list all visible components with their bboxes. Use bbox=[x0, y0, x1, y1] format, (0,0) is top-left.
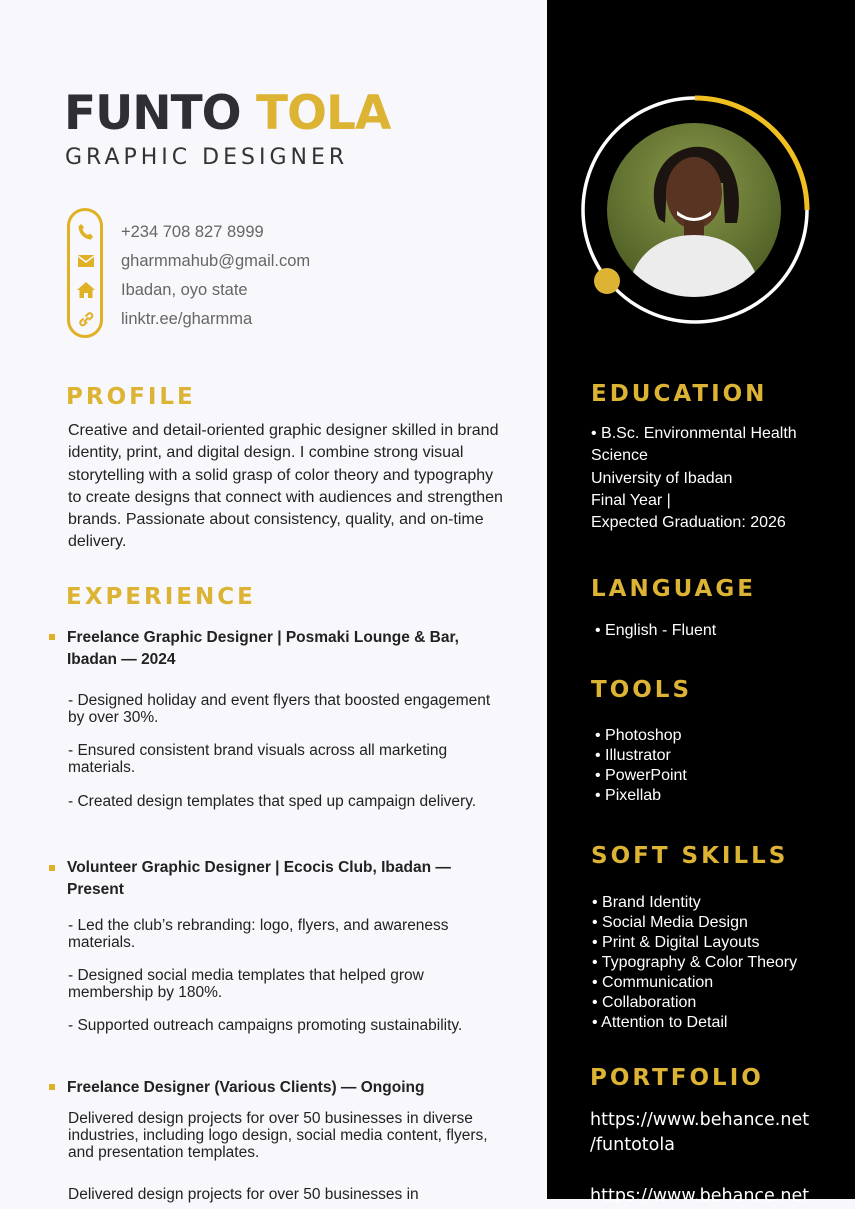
skill-item: • Brand Identity bbox=[592, 894, 701, 911]
language-heading: LANGUAGE bbox=[591, 576, 756, 602]
job-title-1: Freelance Graphic Designer | Posmaki Lounge & Bar, Ibadan — 2024 bbox=[67, 629, 459, 668]
education-year: Final Year | bbox=[591, 491, 671, 509]
portfolio-link-line2[interactable]: /funtotola bbox=[590, 1135, 675, 1155]
job-bullet bbox=[49, 1084, 55, 1090]
job-item: Delivered design projects for over 50 businesses in bbox=[68, 1186, 419, 1203]
mail-icon bbox=[76, 252, 96, 270]
skill-item: • Attention to Detail bbox=[592, 1014, 728, 1031]
job-title-2: Volunteer Graphic Designer | Ecocis Club, Ibadan — Present bbox=[67, 859, 451, 898]
portfolio-heading: PORTFOLIO bbox=[590, 1065, 764, 1091]
soft-skills-heading: SOFT SKILLS bbox=[591, 843, 789, 869]
job-item: - Supported outreach campaigns promoting sustainability. bbox=[68, 1017, 463, 1034]
job-item: - Ensured consistent brand visuals across all marketing materials. bbox=[68, 742, 448, 776]
home-icon bbox=[76, 281, 96, 299]
phone-text: +234 708 827 8999 bbox=[121, 223, 264, 241]
link-icon bbox=[76, 310, 96, 328]
email-text: gharmmahub@gmail.com bbox=[121, 252, 311, 270]
tool-item: • Illustrator bbox=[595, 747, 671, 764]
portfolio-link-partial[interactable]: https://www.behance.net bbox=[590, 1186, 810, 1206]
soft-skills-list bbox=[592, 893, 842, 1033]
skill-item: • Collaboration bbox=[592, 994, 697, 1011]
profile-heading: PROFILE bbox=[66, 384, 196, 410]
job-item: Delivered design projects for over 50 businesses in diverse industries, including logo design, social media content, flyers, and presentation templates. bbox=[68, 1110, 488, 1161]
profile-text: Creative and detail-oriented graphic designer skilled in brand identity, print, and digital design. I combine strong visual storytelling with a solid grasp of color theory and typography to create designs that connect with audiences and strengthen brands. Passionate about consistency, quality, and on-time delivery. bbox=[68, 422, 503, 551]
job-item: - Designed holiday and event flyers that boosted engagement by over 30%. bbox=[68, 692, 491, 726]
profile-photo bbox=[607, 123, 781, 297]
job-title: GRAPHIC DESIGNER bbox=[65, 145, 349, 170]
education-degree: • B.Sc. Environmental Health Science bbox=[591, 425, 797, 465]
education-heading: EDUCATION bbox=[591, 381, 768, 407]
skill-item: • Typography & Color Theory bbox=[592, 954, 798, 971]
tool-item: • Pixellab bbox=[595, 787, 662, 804]
tool-item: • Photoshop bbox=[595, 727, 682, 744]
education-graduation: Expected Graduation: 2026 bbox=[591, 514, 786, 532]
job-title-3: Freelance Designer (Various Clients) — Ongoing bbox=[67, 1079, 425, 1096]
tool-item: • PowerPoint bbox=[595, 767, 687, 784]
education-school: University of Ibadan bbox=[591, 469, 733, 487]
job-item: - Led the club’s rebranding: logo, flyers, and awareness materials. bbox=[68, 917, 449, 951]
portfolio-link[interactable] bbox=[590, 1108, 850, 1158]
tools-heading: TOOLS bbox=[591, 677, 693, 703]
skill-item: • Print & Digital Layouts bbox=[592, 934, 760, 951]
job-item: - Created design templates that sped up campaign delivery. bbox=[68, 793, 477, 810]
language-item: • English - Fluent bbox=[595, 622, 717, 639]
job-item: - Designed social media templates that helped grow membership by 180%. bbox=[68, 967, 424, 1001]
location-text: Ibadan, oyo state bbox=[121, 281, 248, 299]
first-name: FUNTO bbox=[64, 86, 241, 141]
skill-item: • Communication bbox=[592, 974, 714, 991]
job-bullet bbox=[49, 865, 55, 871]
phone-icon bbox=[76, 223, 96, 241]
education-block bbox=[591, 423, 841, 534]
skill-item: • Social Media Design bbox=[592, 914, 748, 931]
job-bullet bbox=[49, 634, 55, 640]
last-name: TOLA bbox=[256, 86, 391, 141]
tools-list bbox=[595, 726, 845, 806]
portfolio-link-line1[interactable]: https://www.behance.net bbox=[590, 1110, 810, 1130]
link-text: linktr.ee/gharmma bbox=[121, 310, 253, 328]
name-heading bbox=[64, 86, 390, 141]
experience-heading: EXPERIENCE bbox=[66, 584, 256, 610]
